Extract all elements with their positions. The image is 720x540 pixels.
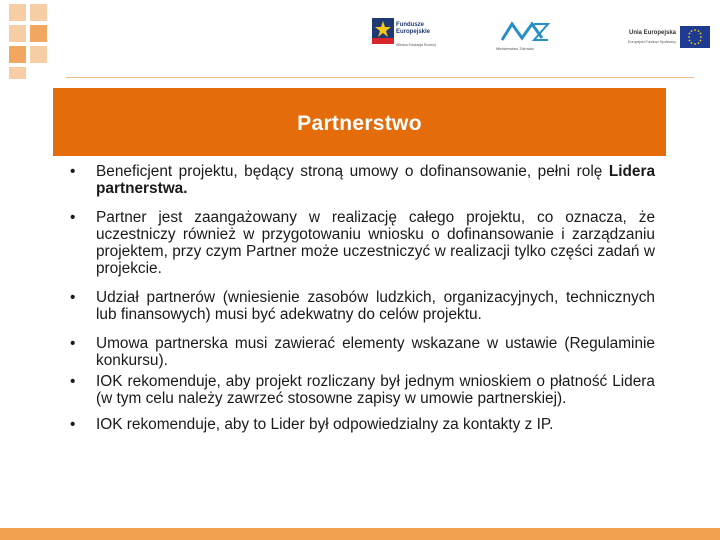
mz-wave-icon — [500, 18, 550, 44]
decor-square — [30, 4, 47, 21]
fe-subtitle: Wiedza Edukacja Rozwój — [396, 43, 436, 47]
title-banner — [53, 88, 666, 156]
fe-title: Fundusze Europejskie — [396, 22, 431, 35]
list-item-bold-text: Lidera partnerstwa. — [96, 163, 655, 197]
bullet-list — [70, 163, 655, 433]
divider — [66, 77, 694, 78]
fundusze-europejskie-logo — [370, 12, 470, 58]
list-item: • Partner jest zaangażowany w realizację całego projektu, co oznacza, że uczestniczy również w przygotowaniu wniosku o dofinansowanie i zarządzaniu projektem, przy czym Partner może uczestniczyć w realizacji tylko części zadań w projekcie. — [70, 209, 655, 277]
decor-square — [30, 46, 47, 63]
decor-square — [9, 25, 26, 42]
ue-subtitle: Europejski Fundusz Społeczny — [628, 40, 676, 44]
fe-stars-icon — [372, 18, 394, 44]
unia-europejska-logo — [592, 12, 710, 58]
mz-subtitle: Ministerstwo Zdrowia — [496, 46, 534, 51]
eu-flag-icon — [680, 26, 710, 48]
list-item — [70, 163, 655, 197]
list-item: • Udział partnerów (wniesienie zasobów ludzkich, organizacyjnych, technicznych lub finansowych) musi być adekwatny do celów projektu. — [70, 289, 655, 323]
list-item-text: Beneficjent projektu, będący stroną umowy o dofinansowanie, pełni rolę — [96, 163, 609, 180]
footer-bar — [0, 528, 720, 540]
decor-square — [9, 4, 26, 21]
page-title: Partnerstwo — [297, 112, 422, 135]
decor-square — [9, 46, 26, 63]
decor-square — [30, 25, 47, 42]
decor-square — [9, 67, 26, 79]
list-item: • IOK rekomenduje, aby to Lider był odpowiedzialny za kontakty z IP. — [70, 416, 655, 433]
ministerstwo-zdrowia-logo — [496, 12, 556, 58]
logo-bar — [370, 12, 710, 62]
list-item: • Umowa partnerska musi zawierać elementy wskazane w ustawie (Regulaminie konkursu). — [70, 335, 655, 369]
list-item: • IOK rekomenduje, aby projekt rozliczany był jednym wnioskiem o płatność Lidera (w tym celu należy zawrzeć stosowne zapisy w umowie partnerskiej). — [70, 373, 655, 407]
ue-title: Unia Europejska — [628, 30, 676, 36]
